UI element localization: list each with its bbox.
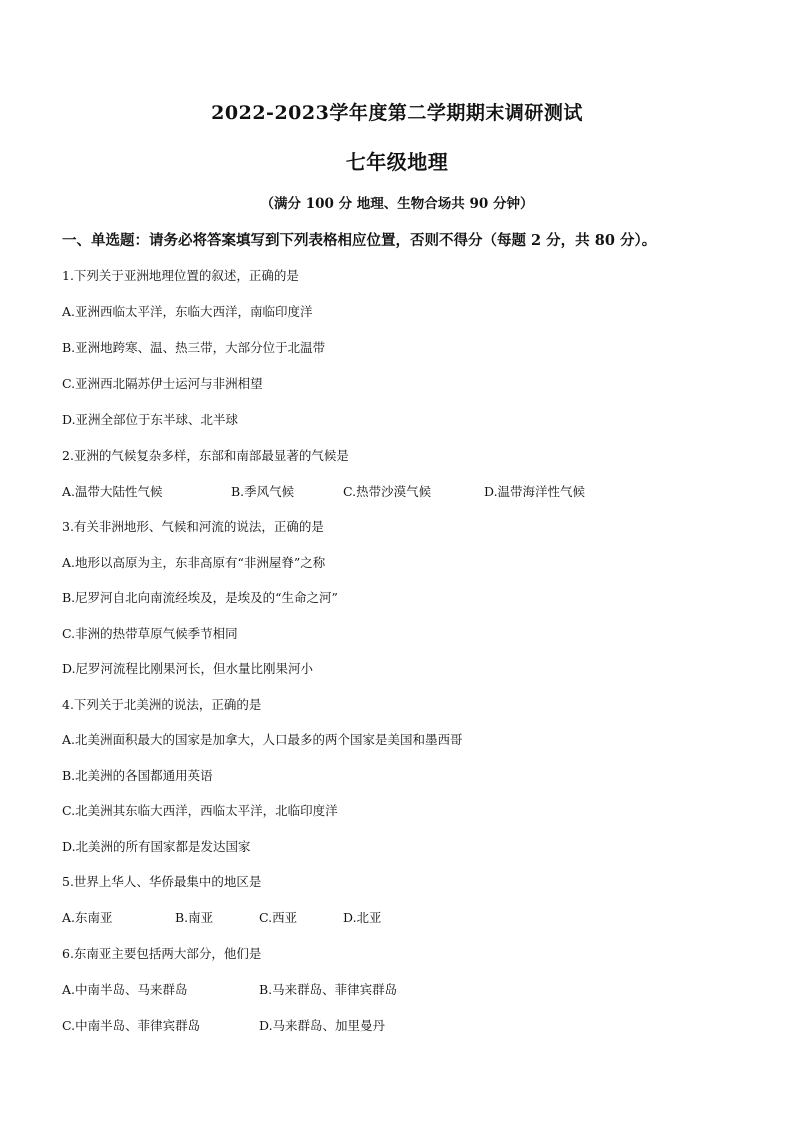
question-2-option-b: B.季风气候 [231, 484, 295, 499]
question-6-stem: 6.东南亚主要包括两大部分，他们是 [62, 946, 262, 961]
exam-note: （满分 100 分 地理、生物合场共 90 分钟） [260, 196, 534, 212]
question-2-option-c: C.热带沙漠气候 [343, 484, 432, 499]
question-6-option-c: C.中南半岛、菲律宾群岛 [62, 1018, 201, 1033]
section-heading: 一、单选题：请务必将答案填写到下列表格相应位置，否则不得分（每题 2 分，共 80 分）。 [62, 232, 657, 249]
exam-title: 2022-2023学年度第二学期期末调研测试 [211, 102, 583, 124]
question-1-stem: 1.下列关于亚洲地理位置的叙述，正确的是 [62, 268, 299, 283]
question-5-option-b: B.南亚 [175, 910, 214, 925]
question-1-option-d: D.亚洲全部位于东半球、北半球 [62, 412, 239, 427]
question-4-option-b: B.北美洲的各国都通用英语 [62, 768, 213, 783]
question-4-option-d: D.北美洲的所有国家都是发达国家 [62, 839, 251, 854]
question-6-option-b: B.马来群岛、菲律宾群岛 [259, 982, 398, 997]
question-5-option-c: C.西亚 [259, 910, 298, 925]
question-4-stem: 4.下列关于北美洲的说法，正确的是 [62, 697, 262, 712]
question-3-option-b: B.尼罗河自北向南流经埃及，是埃及的“生命之河” [62, 590, 338, 605]
subject-title: 七年级地理 [345, 150, 449, 174]
question-4-option-a: A.北美洲面积最大的国家是加拿大，人口最多的两个国家是美国和墨西哥 [62, 732, 463, 747]
question-6-option-d: D.马来群岛、加里曼丹 [259, 1018, 386, 1033]
question-5-option-a: A.东南亚 [62, 910, 113, 925]
question-2-option-a: A.温带大陆性气候 [62, 484, 163, 499]
question-1-option-b: B.亚洲地跨寒、温、热三带，大部分位于北温带 [62, 340, 326, 355]
question-2-stem: 2.亚洲的气候复杂多样，东部和南部最显著的气候是 [62, 448, 349, 463]
question-3-option-c: C.非洲的热带草原气候季节相同 [62, 626, 238, 641]
question-4-option-c: C.北美洲其东临大西洋，西临太平洋，北临印度洋 [62, 803, 338, 818]
question-2-option-d: D.温带海洋性气候 [484, 484, 586, 499]
question-3-stem: 3.有关非洲地形、气候和河流的说法，正确的是 [62, 519, 324, 534]
question-1-option-c: C.亚洲西北隔苏伊士运河与非洲相望 [62, 376, 263, 391]
question-3-option-d: D.尼罗河流程比刚果河长，但水量比刚果河小 [62, 661, 314, 676]
question-3-option-a: A.地形以高原为主，东非高原有“非洲屋脊”之称 [62, 555, 326, 570]
question-1-option-a: A.亚洲西临太平洋，东临大西洋，南临印度洋 [62, 304, 313, 319]
question-5-option-d: D.北亚 [343, 910, 382, 925]
question-6-option-a: A.中南半岛、马来群岛 [62, 982, 188, 997]
question-5-stem: 5.世界上华人、华侨最集中的地区是 [62, 874, 262, 889]
